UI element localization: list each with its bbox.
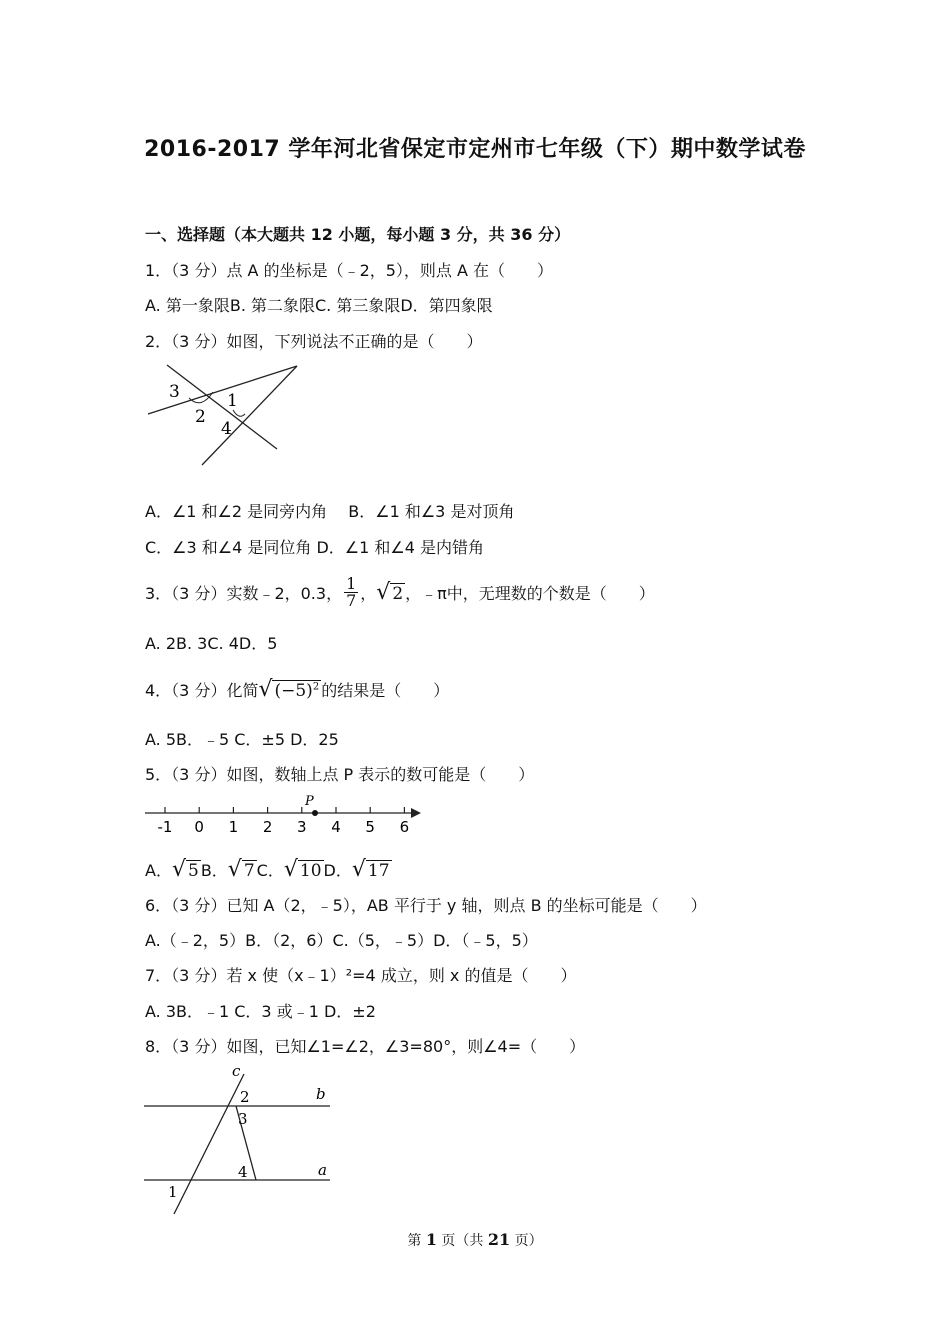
tick-label: 3 — [297, 818, 307, 836]
question-6-options: A.（﹣2，5）B．（2，6）C.（5，﹣5）D．（﹣5，5） — [145, 931, 538, 950]
q5-sqrt-b-body: 7 — [243, 860, 255, 881]
question-2-stem: 2．（3 分）如图，下列说法不正确的是（ ） — [145, 332, 483, 351]
q3-post: ，﹣π中，无理数的个数是（ ） — [405, 583, 655, 603]
q5-sqrt-d: √ 17 — [351, 856, 390, 882]
q8-label-c: c — [232, 1064, 241, 1080]
q3-pre: 3．（3 分）实数﹣2，0.3， — [145, 583, 343, 603]
page-title: 2016-2017 学年河北省保定市定州市七年级（下）期中数学试卷 — [144, 137, 806, 162]
question-3-stem — [145, 572, 655, 612]
section-heading: 一、选择题（本大题共 12 小题，每小题 3 分，共 36 分） — [145, 225, 571, 244]
q8-label-b: b — [316, 1085, 326, 1103]
footer-page-number: 1 — [425, 1230, 437, 1249]
q3-frac-den: 7 — [346, 590, 357, 610]
q8-label-a: a — [318, 1161, 327, 1179]
tick-label: 4 — [331, 818, 341, 836]
q3-fraction — [344, 573, 358, 610]
q5-sqrt-a: √ 5 — [171, 856, 199, 882]
q2-label-3: 3 — [169, 382, 180, 402]
q5-sqrt-c: √ 10 — [283, 856, 322, 882]
tick-label: 6 — [399, 818, 410, 836]
point-p — [312, 810, 318, 816]
footer-total-pages: 21 — [487, 1230, 511, 1249]
q4-sup: 2 — [312, 680, 320, 692]
q8-label-3: 3 — [238, 1110, 248, 1128]
tick-label: 0 — [194, 818, 204, 836]
q8-label-1: 1 — [168, 1183, 178, 1201]
question-4-stem — [145, 672, 449, 706]
question-1-options: A. 第一象限B. 第二象限C. 第三象限D．第四象限 — [145, 296, 493, 315]
question-5-stem: 5．（3 分）如图，数轴上点 P 表示的数可能是（ ） — [145, 765, 535, 784]
question-2-options-2: C．∠3 和∠4 是同位角 D．∠1 和∠4 是内错角 — [145, 538, 485, 557]
question-6-stem: 6．（3 分）已知 A（2，﹣5），AB 平行于 y 轴，则点 B 的坐标可能是（ ） — [145, 896, 707, 915]
q4-pre: 4．（3 分）化简 — [145, 680, 259, 700]
q3-sqrt: √ 2 — [376, 579, 404, 605]
question-4-options: A. 5B．﹣5 C．±5 D．25 — [145, 730, 339, 749]
question-2-options-1: A．∠1 和∠2 是同旁内角 B．∠1 和∠3 是对顶角 — [145, 502, 515, 521]
q3-sep: ， — [360, 583, 377, 603]
footer-mid: 页（共 — [436, 1233, 488, 1249]
question-5-options — [145, 855, 392, 883]
q2-label-4: 4 — [221, 419, 232, 439]
number-line-arrow — [411, 808, 421, 818]
q2-label-2: 2 — [195, 407, 206, 427]
question-8-stem: 8．（3 分）如图，已知∠1=∠2，∠3=80°，则∠4=（ ） — [145, 1037, 586, 1056]
footer-pre: 第 — [407, 1233, 426, 1249]
q5-sqrt-b: √ 7 — [227, 856, 255, 882]
q8-label-4: 4 — [238, 1163, 248, 1181]
question-2-figure — [145, 362, 325, 470]
q8-line-c — [174, 1074, 244, 1214]
q5-opt-d: D． — [323, 860, 352, 880]
page-footer — [0, 1230, 950, 1250]
question-3-options: A. 2B. 3C. 4D．5 — [145, 634, 278, 653]
question-7-options: A. 3B．﹣1 C．3 或﹣1 D．±2 — [145, 1002, 376, 1021]
q5-sqrt-d-body: 17 — [367, 860, 390, 881]
number-line-ticks — [158, 807, 410, 836]
q8-label-2: 2 — [240, 1088, 250, 1106]
q5-sqrt-a-body: 5 — [187, 860, 199, 881]
q4-post: 的结果是（ ） — [321, 680, 450, 700]
point-p-label: P — [305, 794, 314, 809]
q5-opt-a: A． — [145, 860, 172, 880]
q5-opt-c: C． — [256, 860, 284, 880]
tick-label: 5 — [365, 818, 375, 836]
q5-sqrt-c-body: 10 — [299, 860, 322, 881]
question-8-figure — [142, 1064, 342, 1216]
tick-label: 1 — [228, 818, 239, 836]
q4-sqrt: √ $(-5)^2$ — [258, 676, 320, 702]
q2-label-1: 1 — [227, 391, 238, 411]
question-7-stem: 7．（3 分）若 x 使（x﹣1）²=4 成立，则 x 的值是（ ） — [145, 966, 577, 985]
q4-sqrt-body: (−5) — [274, 680, 313, 701]
number-line — [143, 792, 428, 838]
q5-opt-b: B． — [200, 860, 228, 880]
q3-frac-num: 1 — [346, 573, 357, 593]
tick-label: 2 — [262, 818, 273, 836]
footer-post: 页） — [510, 1233, 543, 1249]
question-1-stem: 1．（3 分）点 A 的坐标是（﹣2，5），则点 A 在（ ） — [145, 261, 554, 280]
tick-label: -1 — [157, 818, 173, 836]
q3-sqrt-body: 2 — [392, 583, 404, 604]
